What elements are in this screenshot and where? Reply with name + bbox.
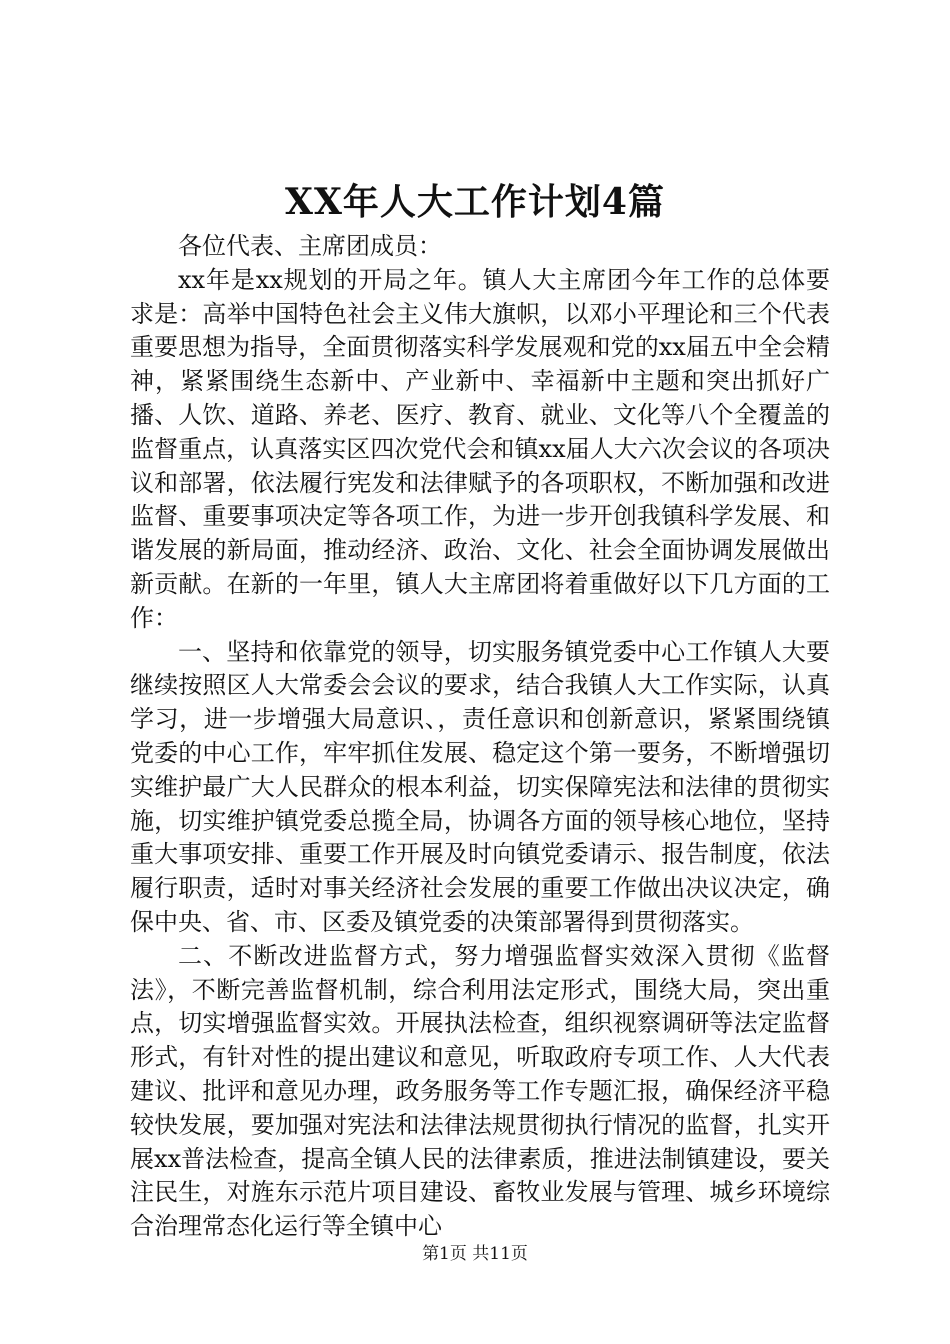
- document-title: XX年人大工作计划4篇: [285, 181, 665, 223]
- paragraph-section-one: 一、坚持和依靠党的领导，切实服务镇党委中心工作镇人大要继续按照区人大常委会会议的要求，结合我镇人大工作实际，认真学习，进一步增强大局意识、，责任意识和创新意识，紧紧围绕镇党委的中心工作，牢牢抓住发展、稳定这个第一要务，不断增强切实维护最广大人民群众的根本利益，切实保障宪法和法律的贯彻实施，切实维护镇党委总揽全局，协调各方面的领导核心地位，坚持重大事项安排、重要工作开展及时向镇党委请示、报告制度，依法履行职责，适时对事关经济社会发展的重要工作做出决议决定，确保中央、省、市、区委及镇党委的决策部署得到贯彻落实。: [130, 637, 830, 936]
- page-footer: 第1页 共11页: [422, 1244, 528, 1264]
- paragraph-section-two: 二、不断改进监督方式，努力增强监督实效深入贯彻《监督法》，不断完善监督机制，综合利用法定形式，围绕大局，突出重点，切实增强监督实效。开展执法检查，组织视察调研等法定监督形式，有针对性的提出建议和意见，听取政府专项工作、人大代表建议、批评和意见办理，政务服务等工作专题汇报，确保经济平稳较快发展，要加强对宪法和法律法规贯彻执行情况的监督，扎实开展xx普法检查，提高全镇人民的法律素质，推进法制镇建设，要关注民生，对旌东示范片项目建设、畜牧业发展与管理、城乡环境综合治理常态化运行等全镇中心: [130, 941, 830, 1241]
- document-body: [130, 230, 830, 1244]
- paragraph-intro: xx年是xx规划的开局之年。镇人大主席团今年工作的总体要求是：高举中国特色社会主义伟大旗帜，以邓小平理论和三个代表重要思想为指导，全面贯彻落实科学发展观和党的xx届五中全会精神，紧紧围绕生态新中、产业新中、幸福新中主题和突出抓好广播、人饮、道路、养老、医疗、教育、就业、文化等八个全覆盖的监督重点，认真落实区四次党代会和镇xx届人大六次会议的各项决议和部署，依法履行宪发和法律赋予的各项职权，不断加强和改进监督、重要事项决定等各项工作，为进一步开创我镇科学发展、和谐发展的新局面，推动经济、政治、文化、社会全面协调发展做出新贡献。在新的一年里，镇人大主席团将着重做好以下几方面的工作：: [130, 265, 830, 632]
- salutation: 各位代表、主席团成员：: [178, 232, 442, 260]
